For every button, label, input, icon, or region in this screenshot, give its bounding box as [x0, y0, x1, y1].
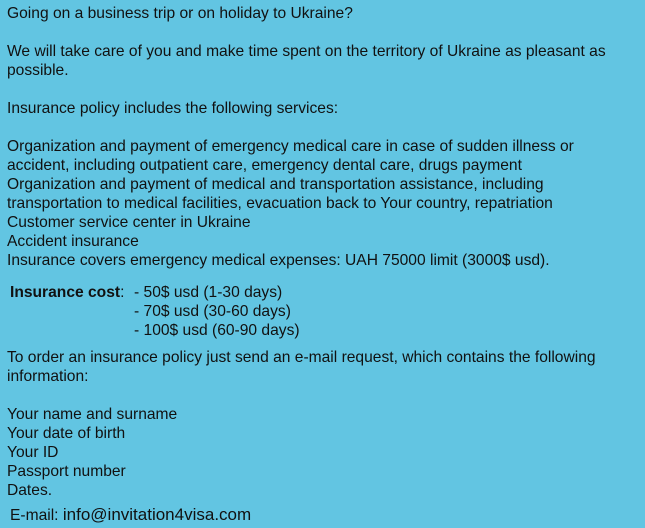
order-field-id: Your ID	[7, 444, 59, 461]
service-accident-insurance: Accident insurance	[7, 233, 139, 250]
intro-promise: We will take care of you and make time spent on the territory of Ukraine as pleasant as possible.	[7, 43, 606, 79]
cost-option-60-90-days: - 100$ usd (60-90 days)	[134, 322, 300, 339]
service-coverage-limit: Insurance covers emergency medical expenses: UAH 75000 limit (3000$ usd).	[7, 252, 550, 269]
email-link[interactable]: info@invitation4visa.com	[62, 505, 252, 524]
service-customer-center: Customer service center in Ukraine	[7, 214, 251, 231]
cost-option-30-60-days: - 70$ usd (30-60 days)	[134, 303, 291, 320]
intro-question: Going on a business trip or on holiday to Ukraine?	[7, 5, 353, 22]
order-field-dates: Dates.	[7, 482, 53, 499]
insurance-cost-label-row	[10, 283, 124, 302]
insurance-cost-separator: :	[120, 284, 125, 301]
service-medical-care: Organization and payment of emergency medical care in case of sudden illness or accident, including outpatient care, emergency dental care, drugs payment	[7, 138, 574, 174]
service-transportation-assistance: Organization and payment of medical and transportation assistance, including transportation to medical facilities, evacuation back to Your country, repatriation	[7, 176, 553, 212]
services-heading: Insurance policy includes the following services:	[7, 100, 339, 117]
insurance-cost-label: Insurance cost	[10, 284, 121, 301]
order-field-birth-date: Your date of birth	[7, 425, 126, 442]
order-field-name: Your name and surname	[7, 406, 178, 423]
email-label: E-mail:	[10, 507, 59, 524]
cost-option-1-30-days: - 50$ usd (1-30 days)	[134, 284, 283, 301]
order-field-passport: Passport number	[7, 463, 126, 480]
order-instruction: To order an insurance policy just send an e-mail request, which contains the following information:	[7, 349, 596, 385]
email-contact-row	[10, 505, 251, 525]
